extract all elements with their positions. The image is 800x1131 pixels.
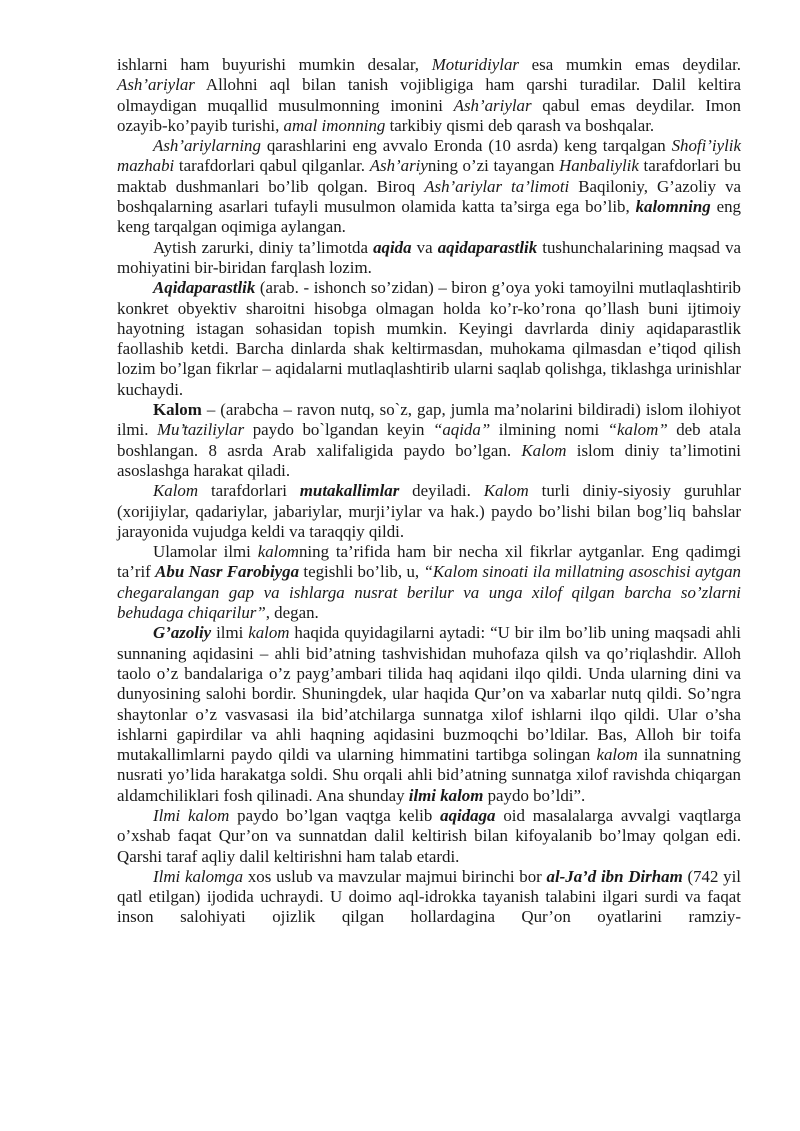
text-run: Ash’ariylar ta’limoti	[424, 176, 570, 196]
text-run: ilmi kalom	[408, 785, 484, 805]
text-run: Moturidiylar	[431, 55, 519, 74]
text-run: tarkibiy qismi deb qarash va boshqalar.	[385, 115, 655, 135]
text-run: qabul emas deydilar. Imon ozayib-ko’payib turishi,	[117, 95, 742, 135]
text-run: Aytish zarurki, diniy ta’limotda	[153, 237, 374, 257]
text-run: kalom	[257, 542, 299, 562]
paragraph-2	[117, 136, 741, 237]
paragraph-10	[117, 867, 741, 928]
text-run: islom diniy ta’limotini asoslashga harakat qiladi.	[117, 440, 741, 480]
text-run: “Kalom sinoati ila millatning asoschisi aytgan chegaralangan gap va ishlarga nusrat berilur va unga xilof qilgan barcha so’zlarni behudaga chiqarilur”	[117, 562, 741, 623]
text-run: tegishli bo’lib, u,	[299, 562, 424, 582]
paragraph-9	[117, 806, 741, 867]
text-run: Abu Nasr Farobiyga	[155, 562, 300, 582]
text-run: aqida	[373, 237, 412, 257]
paragraph-7	[117, 542, 741, 623]
text-run: qarashlarini eng avvalo Eronda (10 asrda) keng tarqalgan	[260, 136, 672, 156]
text-run: tarafdorlari bu maktab dushmanlari bo’lib qolgan. Biroq	[117, 156, 742, 196]
text-run: G’azoliy	[153, 623, 212, 643]
text-run: Hanbaliylik	[559, 156, 639, 176]
text-run: Shofi’iylik mazhabi	[117, 136, 741, 176]
paragraph-5	[117, 400, 741, 481]
text-run: ning o’zi tayangan	[427, 156, 560, 176]
text-run: tarafdorlari qabul qilganlar.	[174, 156, 370, 176]
text-run: ning ta’rifida ham bir necha xil fikrlar aytganlar. Eng qadimgi ta’rif	[117, 542, 741, 582]
text-run: turli diniy-siyosiy guruhlar (xorijiylar, qadariylar, jabariylar, murji’iylar va hak.) paydo bo’lishi bilan bog’liq bahslar jarayonida vujudga keldi va taraqqiy qildi.	[117, 481, 741, 541]
text-run: Ash’ariylar	[117, 75, 195, 95]
paragraph-6	[117, 481, 741, 542]
text-run: amal imonning	[283, 115, 386, 135]
text-run: ila sunnatning nusrati yo’lida harakatga soldi. Shu orqali ahli bid’atning sunnatga xilof ravishda chiqargan aldamchiliklari fosh qilinadi. Ana shunday	[117, 745, 741, 805]
paragraph-8	[117, 623, 741, 806]
text-run: kalom	[248, 623, 290, 643]
text-run: paydo bo`lgandan keyin	[244, 420, 433, 440]
text-run: tarafdorlari	[198, 481, 300, 501]
text-run: – (arabcha – ravon nutq, so`z, gap, jumla ma’nolarini bildiradi) islom ilohiyot ilmi.	[117, 400, 741, 440]
text-run: Ash’ariylar	[453, 95, 532, 115]
text-run: al-Ja’d ibn Dirham	[546, 866, 683, 886]
text-run: paydo bo’ldi”.	[483, 785, 586, 805]
text-run: ilmining nomi	[490, 420, 608, 440]
text-run: deyiladi.	[399, 481, 484, 501]
paragraph-1	[117, 55, 741, 136]
text-run: Kalom	[521, 440, 567, 460]
text-run: Kalom	[153, 481, 199, 501]
paragraph-3	[117, 238, 741, 279]
text-run: , degan.	[265, 603, 319, 623]
text-run: “kalom”	[607, 420, 668, 440]
text-run: Allohni aql bilan tanish vojibligiga ham qarshi turadilar. Dalil keltira olmaydigan muqallid musulmonning imonini	[117, 75, 741, 115]
text-run: Ilmi kalomga	[153, 866, 244, 886]
document-page	[117, 55, 741, 928]
text-run: Ilmi kalom	[153, 805, 230, 825]
text-run: va	[411, 237, 438, 257]
text-run: kalomning	[635, 197, 711, 217]
text-run: Ash’ariylarning	[153, 136, 261, 156]
text-run: Kalom	[153, 400, 202, 420]
text-run: tushunchalarining maqsad va mohiyatini bir-biridan farqlash lozim.	[117, 237, 742, 277]
text-run: deb atala boshlangan. 8 asrda Arab xalifaligida paydo bo’lgan.	[117, 420, 741, 460]
text-run: (arab. - ishonch so’zidan) – biron g’oya yoki tamoyilni mutlaqlashtirib konkret obyektiv sharoitni hisobga olmagan holda ko’r-ko’rona qo’llash buni ijtimoiy hayotning istagan sohasidan topish mumkin. Keyingi davrlarda diniy aqidaparastlik faollashib ketdi. Barcha dinlarda shak keltirmasdan, muhokama qilmasdan e’tiqod qilish lozim bo’lgan fikrlar – aqidalarni mutlaqlashtirib ularni saqlab qolishga, tiklashga urinishlar kuchaydi.	[117, 278, 741, 399]
text-run: Aqidaparastlik	[153, 278, 256, 298]
text-run: “aqida”	[432, 420, 491, 440]
text-run: (742 yil qatl etilgan) ijodida uchraydi. U doimo aql-idrokka tayanish talabini ilgari surdi va faqat inson salohiyati ojizlik qilgan hollardagina Qur’on oyatlarini ramziy-	[117, 866, 741, 927]
text-run: Kalom	[483, 481, 529, 501]
text-run: Ulamolar ilmi	[153, 542, 258, 562]
text-run: oid masalalarga avvalgi vaqtlarga o’xshab faqat Qur’on va sunnatdan dalil keltirish bilan kifoyalanib bo’lmay qolgan edi. Qarshi taraf aqliy dalil keltirishni ham talab etardi.	[117, 805, 741, 866]
text-run: eng keng tarqalgan oqimiga aylangan.	[117, 197, 741, 237]
text-run: esa mumkin emas deydilar.	[518, 55, 741, 74]
text-run: ilmi	[211, 623, 249, 643]
text-run: Mu’taziliylar	[156, 420, 245, 440]
text-run: haqida quyidagilarni aytadi: “U bir ilm bo’lib uning maqsadi ahli sunnaning aqidasini – ahli bid’atning tashvishidan muhofaza qilsh va qo’riqlashdir. Alloh taolo o’z bandalariga o’z payg’ambari tilida haq aqidani ilqo qildi. Unda ularning dini va dunyosining salohi bordir. Shuningdek, ular haqida Qur’on va xabarlar nutq qildi. So’ngra shaytonlar o’z vasvasasi ila bid’atchilarga sunnatga xilof ishlarni ilqo qildi. Ular o’sha ishlarni gapirdilar va ahli haqning aqidasini buzmoqchi bo’ldilar. Bas, Alloh bir toifa mutakallimlarni paydo qildi va ularning himmatini tartibga solingan	[117, 623, 741, 765]
text-run: Ash’ariy	[369, 156, 428, 176]
text-run: Baqiloniy, G’azoliy va boshqalarning asarlari tufayli musulmon olamida katta ta’sirga ega bo’lib,	[117, 176, 742, 217]
text-run: paydo bo’lgan vaqtga kelib	[229, 805, 441, 825]
paragraph-4	[117, 278, 741, 400]
text-run: kalom	[596, 745, 638, 765]
text-run: aqidaparastlik	[437, 237, 538, 257]
text-run: aqidaga	[440, 805, 496, 825]
text-run: ishlarni ham buyurishi mumkin desalar,	[117, 55, 432, 74]
text-run: mutakallimlar	[299, 481, 400, 501]
text-run: xos uslub va mavzular majmui birinchi bor	[243, 866, 547, 886]
